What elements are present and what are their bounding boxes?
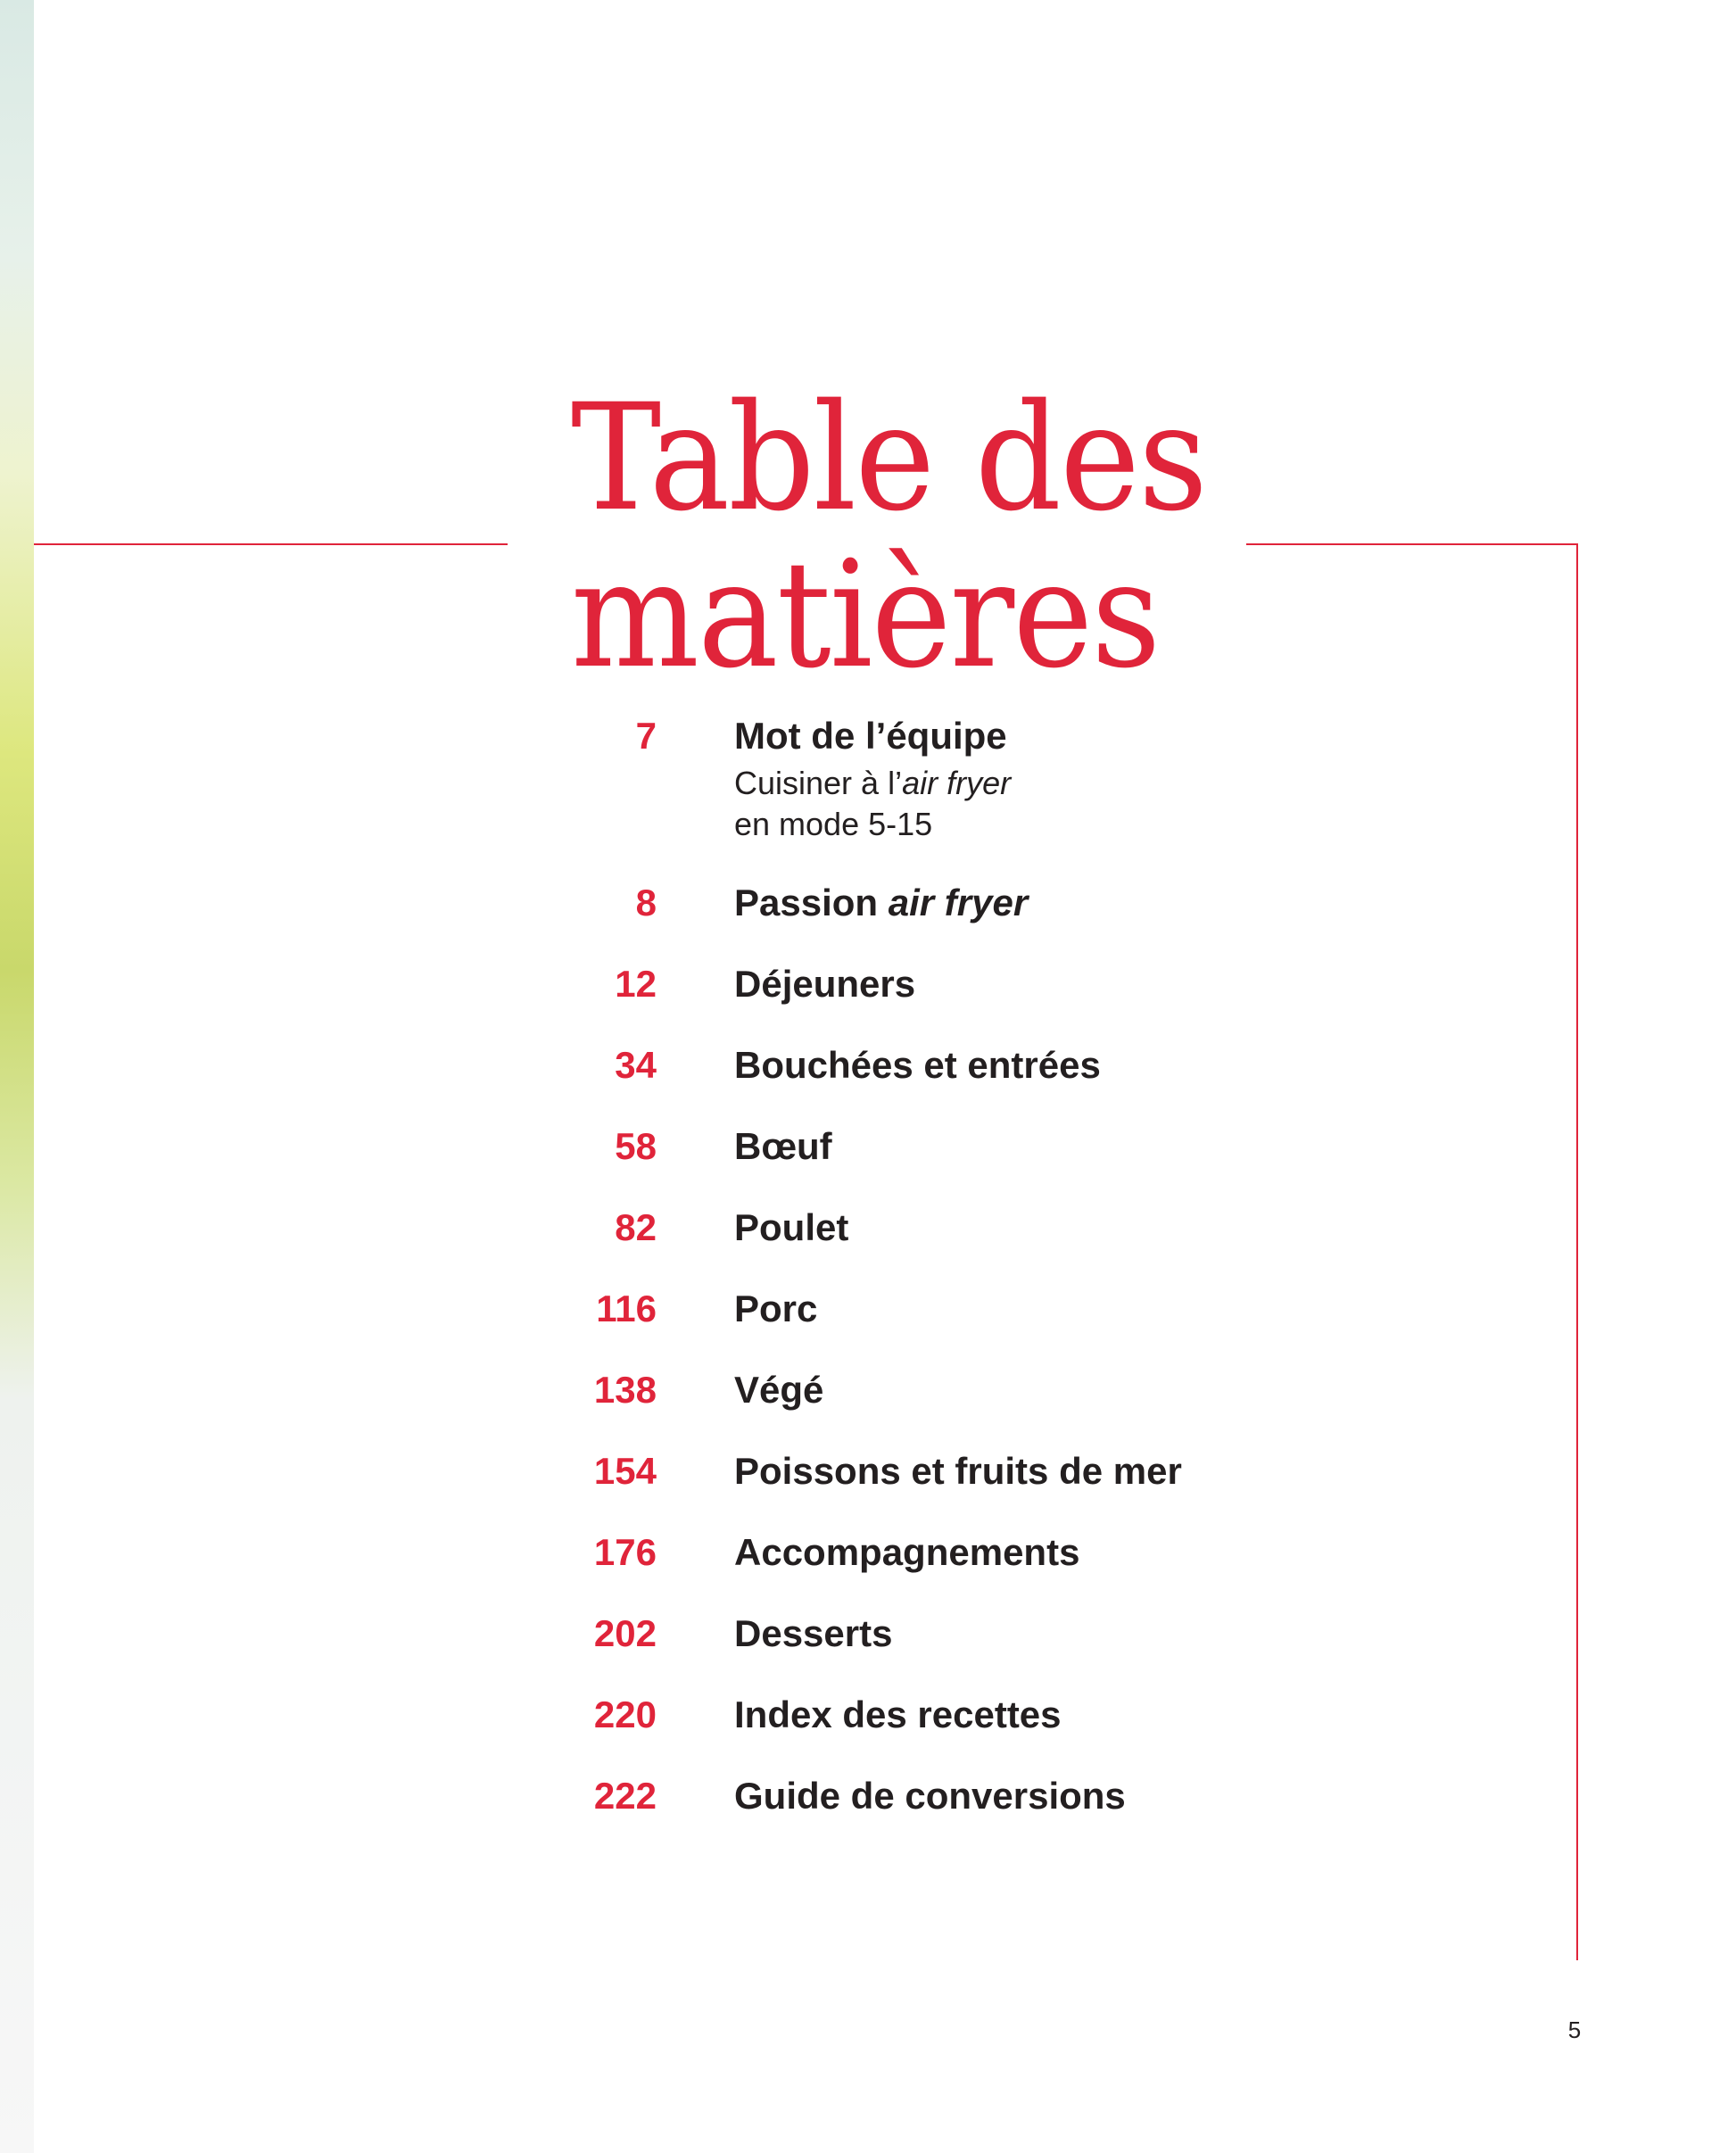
toc-entry-passion[interactable] — [535, 876, 1267, 957]
toc-label: Poulet — [734, 1206, 849, 1248]
cover-image-strip — [0, 0, 34, 2153]
toc-label: Guide de conversions — [734, 1775, 1126, 1817]
toc-entry-boeuf[interactable] — [535, 1120, 1267, 1201]
toc-page-number: 176 — [593, 1531, 657, 1573]
toc-label: Déjeuners — [734, 963, 916, 1005]
toc-entry-mot-equipe[interactable] — [535, 709, 1267, 876]
toc-label: Index des recettes — [734, 1693, 1062, 1735]
toc-page-number: 8 — [635, 882, 657, 923]
toc-page-number: 58 — [615, 1125, 657, 1167]
page-title — [571, 372, 1207, 700]
toc-entry-poissons[interactable] — [535, 1445, 1267, 1526]
toc-label: Mot de l’équipe — [734, 715, 1007, 757]
toc-label: Accompagnements — [734, 1531, 1080, 1573]
toc-page-number: 12 — [615, 963, 657, 1005]
toc-page-number: 7 — [635, 715, 657, 757]
title-line-2: matières — [571, 529, 1160, 700]
toc-page-number: 154 — [593, 1450, 657, 1492]
toc-label: Bœuf — [734, 1125, 832, 1167]
table-of-contents — [535, 709, 1267, 1851]
title-line-1: Table des — [571, 372, 1207, 543]
toc-page-number: 34 — [615, 1044, 657, 1086]
toc-entry-bouchees[interactable] — [535, 1039, 1267, 1120]
toc-label: Bouchées et entrées — [734, 1044, 1101, 1086]
title-rule-left — [34, 543, 508, 545]
toc-page-number: 116 — [596, 1288, 657, 1329]
page-number: 5 — [1567, 2016, 1582, 2043]
toc-label: Desserts — [734, 1612, 893, 1654]
toc-page-number: 138 — [593, 1369, 657, 1411]
toc-entry-index[interactable] — [535, 1688, 1267, 1769]
toc-label: Poissons et fruits de mer — [734, 1450, 1182, 1492]
toc-page-number: 222 — [593, 1775, 657, 1817]
toc-entry-dejeuners[interactable] — [535, 957, 1267, 1039]
toc-page-number: 82 — [615, 1206, 657, 1248]
toc-label: Porc — [734, 1288, 818, 1329]
toc-page-number: 220 — [593, 1693, 657, 1735]
toc-label: Passion air fryer — [734, 882, 1029, 923]
toc-entry-vege[interactable] — [535, 1363, 1267, 1445]
toc-entry-poulet[interactable] — [535, 1201, 1267, 1282]
toc-entry-desserts[interactable] — [535, 1607, 1267, 1688]
toc-page-number: 202 — [593, 1612, 657, 1654]
toc-entry-porc[interactable] — [535, 1282, 1267, 1363]
toc-entry-accompagnements[interactable] — [535, 1526, 1267, 1607]
title-rule-right — [1246, 543, 1578, 545]
toc-entry-guide[interactable] — [535, 1769, 1267, 1851]
toc-sublabel: Cuisiner à l’air fryer en mode 5-15 — [734, 765, 1012, 842]
toc-label: Végé — [734, 1369, 824, 1411]
frame-rule-vertical — [1576, 543, 1578, 1960]
